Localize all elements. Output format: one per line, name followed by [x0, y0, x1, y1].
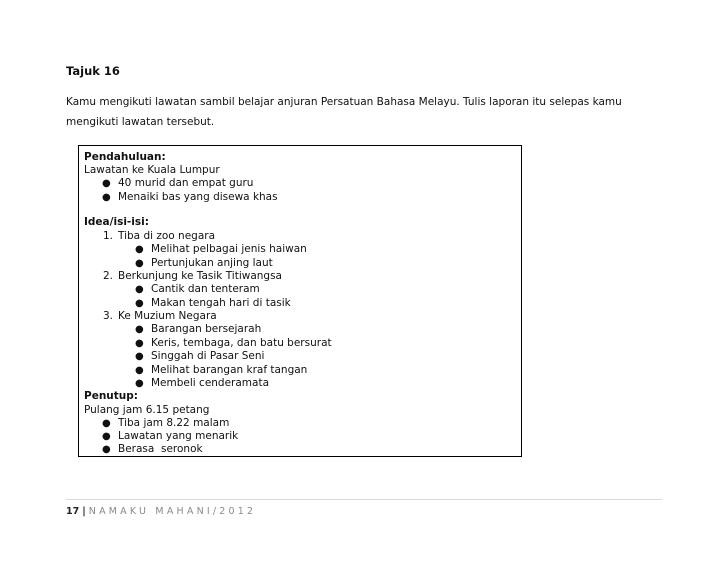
closing-text: Pulang jam 6.15 petang: [84, 404, 210, 416]
ideas-heading: Idea/isi-isi:: [84, 216, 149, 228]
idea-number: 3.: [103, 310, 114, 322]
bullet-icon: ●: [135, 284, 144, 295]
bullet-icon: ●: [135, 244, 144, 255]
idea-point: Pertunjukan anjing laut: [151, 257, 273, 269]
bullet-icon: ●: [135, 258, 144, 269]
idea-point: Keris, tembaga, dan batu bersurat: [151, 337, 332, 349]
idea-point: Barangan bersejarah: [151, 323, 262, 335]
idea-point: Membeli cenderamata: [151, 377, 270, 389]
instruction-text: Kamu mengikuti lawatan sambil belajar anjuran Persatuan Bahasa Melayu. Tulis laporan itu selepas kamu mengikuti lawatan tersebut.: [66, 96, 622, 128]
bullet-icon: ●: [135, 351, 144, 362]
idea-point: Makan tengah hari di tasik: [151, 297, 291, 309]
idea-point: Singgah di Pasar Seni: [151, 350, 265, 362]
page-number: 17: [66, 506, 80, 517]
closing-point: Tiba jam 8.22 malam: [118, 417, 230, 429]
idea-point: Melihat pelbagai jenis haiwan: [151, 243, 307, 255]
bullet-icon: ●: [102, 418, 111, 429]
idea-number: 2.: [103, 270, 114, 282]
intro-text: Lawatan ke Kuala Lumpur: [84, 164, 220, 176]
closing-heading: Penutup:: [84, 390, 138, 402]
idea-number: 1.: [103, 230, 114, 242]
footer-separator: |: [82, 506, 86, 517]
bullet-icon: ●: [135, 365, 144, 376]
idea-label: Ke Muzium Negara: [118, 310, 217, 322]
bullet-icon: ●: [102, 178, 111, 189]
bullet-icon: ●: [135, 378, 144, 389]
bullet-icon: ●: [135, 324, 144, 335]
idea-label: Berkunjung ke Tasik Titiwangsa: [118, 270, 282, 282]
bullet-icon: ●: [102, 444, 111, 455]
topic-title: Tajuk 16: [66, 64, 120, 78]
closing-point: Lawatan yang menarik: [118, 430, 239, 442]
footer-divider: [66, 499, 662, 500]
idea-point: Cantik dan tenteram: [151, 283, 260, 295]
intro-heading: Pendahuluan:: [84, 151, 166, 163]
footer-author: NAMAKU MAHANI/2012: [88, 506, 257, 517]
bullet-icon: ●: [135, 338, 144, 349]
intro-point: Menaiki bas yang disewa khas: [118, 191, 278, 203]
idea-point: Melihat barangan kraf tangan: [151, 364, 308, 376]
bullet-icon: ●: [102, 431, 111, 442]
intro-point: 40 murid dan empat guru: [118, 177, 254, 189]
page-footer: [66, 506, 256, 517]
bullet-icon: ●: [135, 298, 144, 309]
bullet-icon: ●: [102, 192, 111, 203]
closing-point: Berasa seronok: [118, 443, 203, 455]
idea-label: Tiba di zoo negara: [118, 230, 216, 242]
